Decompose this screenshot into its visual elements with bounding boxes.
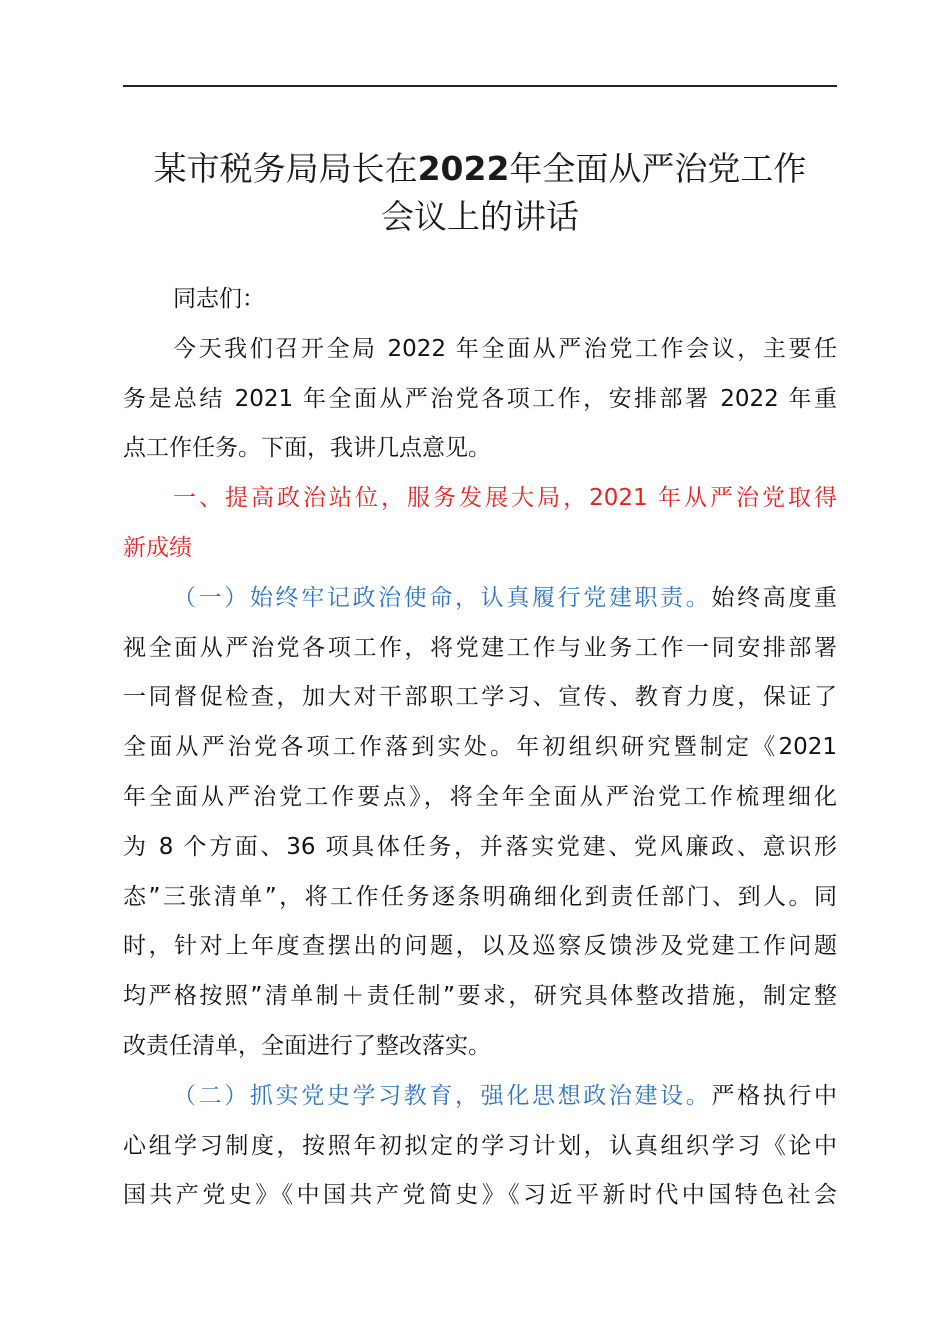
subsection-2-line: 国共产党史》《中国共产党简史》《习近平新时代中国特色社会 — [123, 1182, 837, 1209]
document-title — [110, 145, 850, 241]
subsection-1-line: 均严格按照”清单制＋责任制”要求，研究具体整改措施，制定整 — [123, 983, 837, 1010]
intro-paragraph — [123, 325, 837, 474]
subsection-2-paragraph — [123, 1072, 837, 1221]
intro-line: 点工作任务。下面，我讲几点意见。 — [123, 435, 491, 462]
subsection-1-line: 态”三张清单”，将工作任务逐条明确细化到责任部门、到人。同 — [123, 883, 837, 910]
subsection-1-line: 全面从严治党各项工作落到实处。年初组织研究暨制定《2021 — [123, 734, 837, 761]
intro-line: 务是总结 2021 年全面从严治党各项工作，安排部署 2022 年重 — [123, 385, 837, 412]
subsection-1-line — [123, 574, 837, 624]
subsection-1-line: 一同督促检查，加大对干部职工学习、宣传、教育力度，保证了 — [123, 684, 837, 711]
title-year: 2022 — [417, 149, 510, 188]
subsection-2-heading: （二）抓实党史学习教育，强化思想政治建设。 — [173, 1082, 712, 1109]
subsection-2-line — [123, 1072, 837, 1122]
subsection-1-line: 时，针对上年度查摆出的问题，以及巡察反馈涉及党建工作问题 — [123, 933, 837, 960]
subsection-1-lead: 始终高度重 — [711, 584, 838, 611]
title-suffix: 年全面从严治党工作 — [509, 149, 807, 188]
subsection-1-line: 改责任清单，全面进行了整改落实。 — [123, 1032, 491, 1059]
subsection-2-lead: 严格执行中 — [711, 1082, 838, 1109]
subsection-2-line: 心组学习制度，按照年初拟定的学习计划，认真组织学习《论中 — [123, 1132, 837, 1159]
subsection-1-line: 为 8 个方面、36 项具体任务，并落实党建、党风廉政、意识形 — [123, 833, 837, 860]
title-line-2: 会议上的讲话 — [381, 197, 579, 236]
section-1-heading-line: 一、提高政治站位，服务发展大局，2021 年从严治党取得 — [173, 485, 837, 512]
subsection-1-line: 视全面从严治党各项工作，将党建工作与业务工作一同安排部署 — [123, 634, 837, 661]
document-body — [123, 275, 837, 1221]
subsection-1-heading: （一）始终牢记政治使命，认真履行党建职责。 — [173, 584, 712, 611]
subsection-1-line: 年全面从严治党工作要点》，将全年全面从严治党工作梳理细化 — [123, 783, 837, 810]
header-rule — [123, 85, 837, 87]
salutation — [123, 275, 837, 325]
title-prefix: 某市税务局局长在 — [153, 149, 418, 188]
intro-line: 今天我们召开全局 2022 年全面从严治党工作会议，主要任 — [173, 335, 837, 362]
section-1-heading-line: 新成绩 — [123, 534, 192, 561]
title-line-1 — [110, 145, 850, 193]
section-1-heading — [123, 474, 837, 574]
subsection-1-paragraph — [123, 574, 837, 1072]
salutation-text: 同志们： — [173, 286, 265, 312]
